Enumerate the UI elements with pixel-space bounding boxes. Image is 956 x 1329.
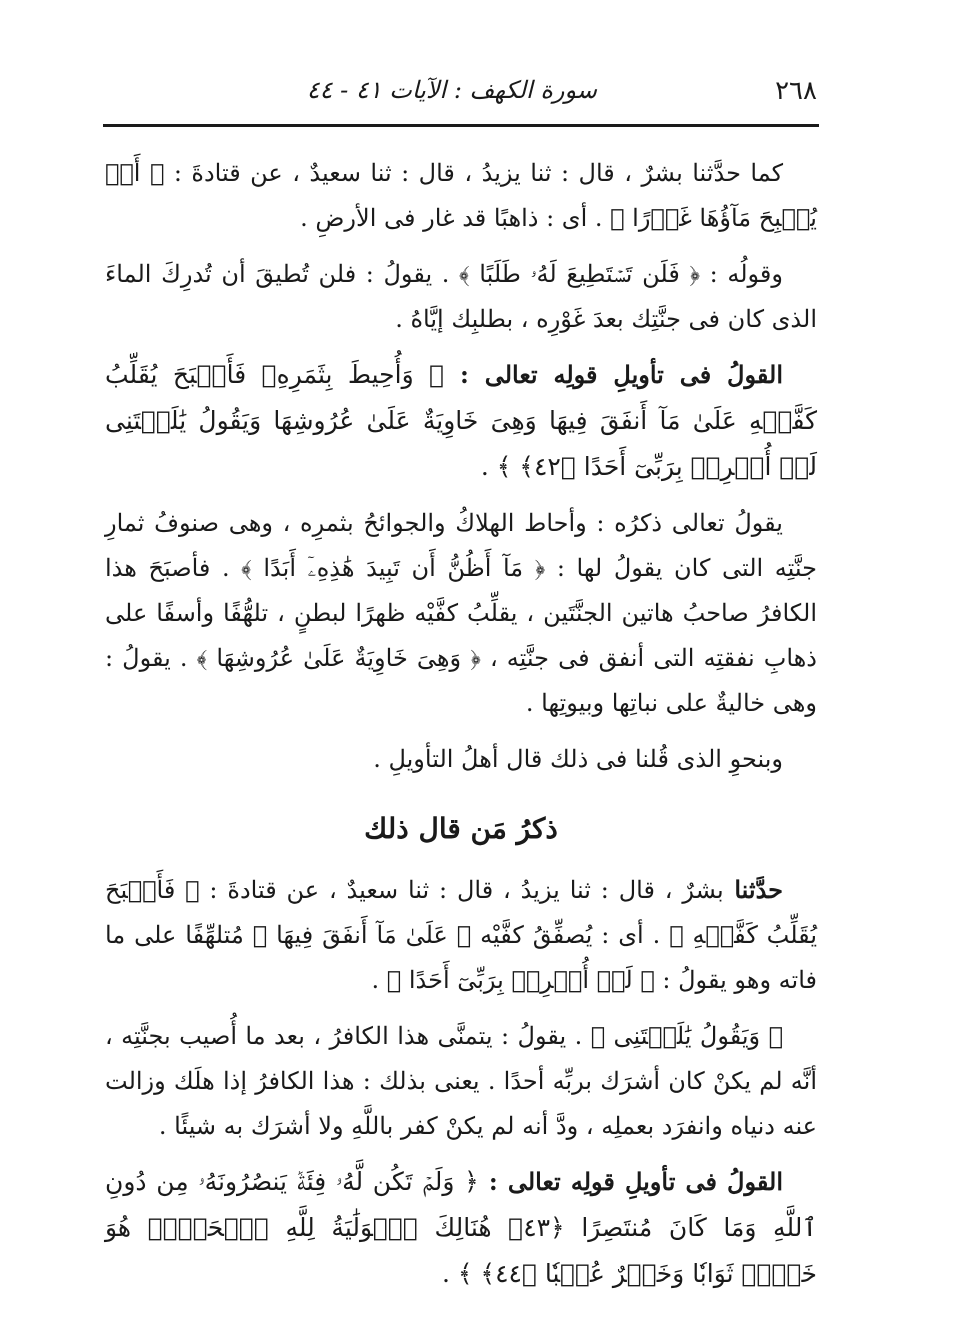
paragraph-text: يقولُ تعالى ذكرُه : وأحاط الهلاكُ والجوائحُ بثمرِه ، وهى صنوفُ ثمارِ جنَّتِه التى كان يقولُ لها : ﴿ مَآ أَظُنُّ أَن تَبِيدَ هَٰذِهِۦٓ أَبَدًا ﴾ . فأصبَحَ هذا الكافرُ صاحبُ هاتين الجنَّتَين ، يقلِّبُ كفَّيْه ظهرًا لبطنٍ ، تلهُّفًا وأسفًا على ذهابِ نفقتِه التى أنفق فى جنَّتِه ، ﴿ وَهِىَ خَاوِيَةٌ عَلَىٰ عُرُوشِهَا ﴾ . يقولُ : وهى خاليةٌ على نباتِها وبيوتِها . bbox=[105, 509, 817, 717]
paragraph-text: ﴿ وَيَقُولُ يَٰلَيۡتَنِى ﴾ . يقولُ : يتمنَّى هذا الكافرُ ، بعد ما أُصيب بجنَّتِه ، أنَّه لم يكنْ كان أشرَك بربِّه أحدًا . يعنى بذلك : هذا الكافرُ إذا هلَك وزالت عنه دنياه وانفرَد بعملِه ، ودَّ أنه لم يكنْ كفر باللَّهِ ولا أشرَك به شيئًا . bbox=[105, 1022, 817, 1140]
paragraph bbox=[105, 352, 817, 490]
paragraph bbox=[105, 1013, 817, 1149]
paragraph-lead: القولُ فى تأويلِ قولِه تعالى : bbox=[478, 1167, 783, 1196]
page-header bbox=[105, 70, 817, 118]
paragraph bbox=[105, 251, 817, 342]
quran-verse: ﴿ وَلَمۡ تَكُن لَّهُۥ فِئَةٞ يَنصُرُونَهُۥ مِن دُونِ ٱللَّهِ وَمَا كَانَ مُنتَصِرًا ﴿٤٣﴾ هُنَالِكَ ٱلۡوَلَٰيَةُ لِلَّهِ ٱلۡحَقِّۚ هُوَ خَيۡرٞ ثَوَابٗا وَخَيۡرٌ عُقۡبٗا ﴿٤٤﴾ ﴾ . bbox=[105, 1167, 817, 1288]
section-heading: ذكرُ مَن قال ذلك bbox=[364, 812, 558, 845]
paragraph bbox=[105, 1159, 817, 1297]
running-title: سورة الكهف : الآيات ٤١ - ٤٤ bbox=[306, 76, 597, 104]
paragraph-text: وقولُه : ﴿ فَلَن تَسۡتَطِيعَ لَهُۥ طَلَبًا ﴾ . يقولُ : فلن تُطيقَ أن تُدرِكَ الماءَ الذى كان فى جنَّتِك بعدَ غَوْرِه ، بطلبِك إيَّاهُ . bbox=[105, 260, 817, 333]
paragraph-lead: حدَّثنا bbox=[723, 875, 783, 904]
paragraph-text: كما حدَّثنا بشرٌ ، قال : ثنا يزيدُ ، قال : ثنا سعيدٌ ، عن قتادةَ : ﴿ أَوۡ يُصۡبِحَ مَآؤُهَا غَوۡرًا ﴾ . أى : ذاهبًا قد غار فى الأرضِ . bbox=[105, 159, 817, 232]
paragraph bbox=[105, 150, 817, 241]
paragraph bbox=[105, 500, 817, 726]
paragraph-text: بشرٌ ، قال : ثنا يزيدُ ، قال : ثنا سعيدٌ ، عن قتادةَ : ﴿ فَأَصۡبَحَ يُقَلِّبُ كَفَّيۡهِ ﴾ . أى : يُصفِّقُ كفَّيْه ﴿ عَلَىٰ مَآ أَنفَقَ فِيهَا ﴾ مُتلهِّفًا على ما فاته وهو يقولُ : ﴿ لَمۡ أُشۡرِكۡ بِرَبِّىٓ أَحَدًا ﴾ . bbox=[105, 876, 817, 994]
paragraph-text: وبنحوِ الذى قُلنا فى ذلك قال أهلُ التأويلِ . bbox=[373, 745, 783, 773]
quran-verse: ﴿ وَأُحِيطَ بِثَمَرِهِۦ فَأَصۡبَحَ يُقَلِّبُ كَفَّيۡهِ عَلَىٰ مَآ أَنفَقَ فِيهَا وَهِىَ خَاوِيَةٌ عَلَىٰ عُرُوشِهَا وَيَقُولُ يَٰلَيۡتَنِى لَمۡ أُشۡرِكۡ بِرَبِّىٓ أَحَدًا ﴿٤٢﴾ ﴾ . bbox=[105, 360, 817, 481]
paragraph bbox=[105, 867, 817, 1003]
page-number: ٢٦٨ bbox=[775, 76, 817, 106]
paragraph bbox=[105, 736, 817, 782]
body-text bbox=[105, 150, 817, 1307]
header-rule bbox=[103, 124, 819, 127]
paragraph-lead: القولُ فى تأويلِ قولِه تعالى : bbox=[444, 360, 783, 389]
